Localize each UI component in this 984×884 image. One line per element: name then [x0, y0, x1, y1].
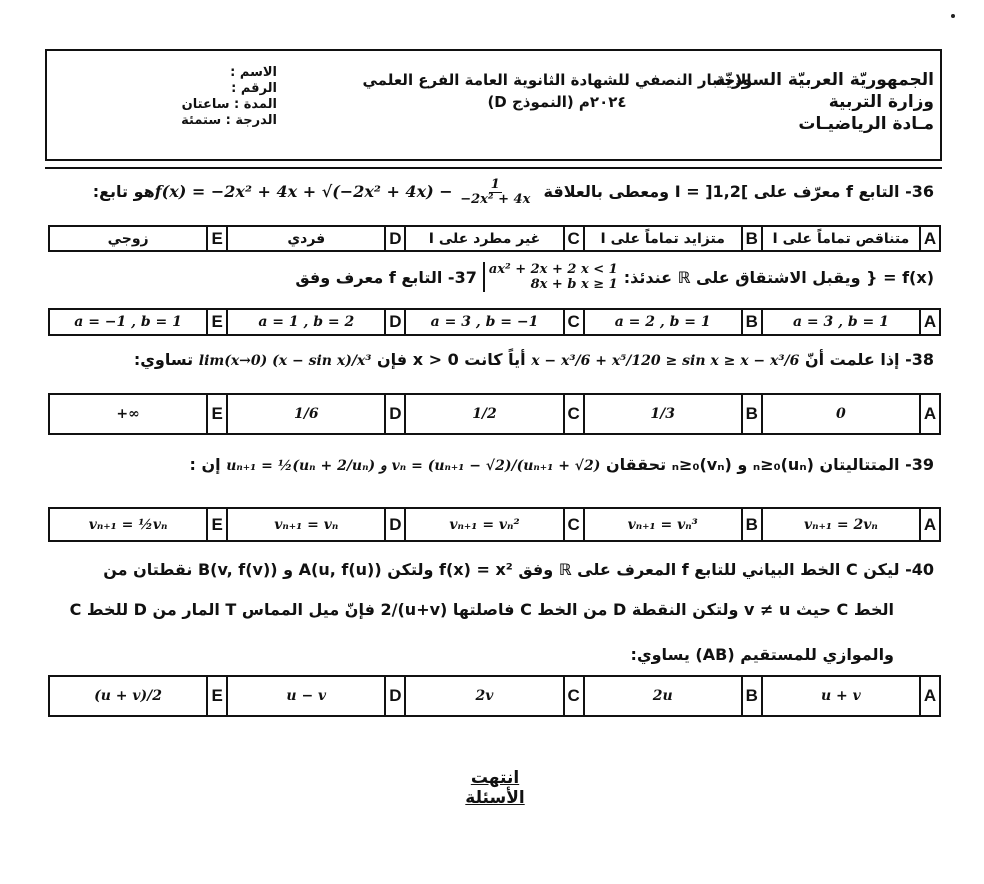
- q39-option-d[interactable]: D vₙ₊₁ = vₙ: [226, 509, 404, 540]
- q38-inequality: x − x³/6 + x⁵/120 ≥ sin x ≥ x − x³/6: [531, 353, 800, 369]
- header-country: الجمهوريّة العربيّة السوريّة: [715, 70, 934, 90]
- q38-tail: تساوي:: [133, 350, 194, 369]
- q38-limit: lim(x→0) (x − sin x)/x³: [198, 353, 372, 369]
- header-title: [357, 69, 757, 113]
- q38-option-c[interactable]: C 1/2: [404, 395, 582, 433]
- q39-text: 39- المتتاليتان (uₙ)ₙ≥₀ و (vₙ)ₙ≥₀ تحققان: [605, 455, 934, 474]
- q38-option-e[interactable]: E +∞: [50, 395, 226, 433]
- q37-option-d[interactable]: D a = 1 , b = 2: [226, 310, 404, 334]
- q37-option-c[interactable]: C a = 3 , b = −1: [404, 310, 582, 334]
- q39-tail: إن :: [189, 455, 221, 474]
- exam-title: الاختبار النصفي للشهادة الثانوية العامة الفرع العلمي: [362, 71, 752, 89]
- q40-line-3: والموازي للمستقيم (AB) يساوي:: [630, 645, 894, 664]
- exam-header: [45, 49, 942, 161]
- q36-tail: هو تابع:: [92, 182, 155, 201]
- q36-option-c[interactable]: C غير مطرد على I: [404, 227, 582, 250]
- exam-model: ٢٠٢٤م (النموذج D): [487, 93, 627, 111]
- q40-line-2: الخط C حيث v ≠ u ولتكن النقطة D من الخط C فاصلتها (u+v)/2 فإنّ ميل المماس T المار من D للخط C: [69, 600, 894, 619]
- stray-dot: [951, 14, 955, 18]
- q39-expression: uₙ₊₁ = ½(uₙ + 2/uₙ) و vₙ = (uₙ₊₁ − √2)/(uₙ₊₁ + √2): [226, 458, 601, 474]
- q38-option-a[interactable]: A 0: [761, 395, 939, 433]
- q40-answer-row: [48, 675, 941, 717]
- q37-text: 37- التابع f معرف وفق: [295, 267, 477, 287]
- header-subject: مـادة الرياضيـات: [798, 114, 934, 134]
- q36-option-a[interactable]: A متناقص تماماً على I: [761, 227, 939, 250]
- question-37: [295, 262, 934, 292]
- grade-label: الدرجة : ستمئة: [181, 113, 277, 128]
- student-name-label: الاسم :: [230, 65, 277, 80]
- q38-option-d[interactable]: D 1/6: [226, 395, 404, 433]
- header-divider: [45, 167, 942, 169]
- q37-option-e[interactable]: E a = −1 , b = 1: [50, 310, 226, 334]
- q40-option-b[interactable]: B 2u: [583, 677, 761, 715]
- q39-option-c[interactable]: C vₙ₊₁ = vₙ²: [404, 509, 582, 540]
- q36-option-e[interactable]: E زوجي: [50, 227, 226, 250]
- q40-line-1: 40- ليكن C الخط البياني للتابع f المعرف على ℝ وفق f(x) = x² ولتكن A(u, f(u)) و B(v, f(v)) نقطتان من: [103, 560, 934, 579]
- q36-option-b[interactable]: B متزايد تماماً على I: [583, 227, 761, 250]
- q38-answer-row: [48, 393, 941, 435]
- q39-option-e[interactable]: E vₙ₊₁ = ½vₙ: [50, 509, 226, 540]
- question-36: [93, 178, 934, 207]
- q39-option-b[interactable]: B vₙ₊₁ = vₙ³: [583, 509, 761, 540]
- q38-option-b[interactable]: B 1/3: [583, 395, 761, 433]
- question-38: [134, 350, 934, 369]
- q36-expression: f(x) = −2x² + 4x + √(−2x² + 4x) − $\frac{1}{\text{−2x² + 4x}}$: [154, 177, 531, 207]
- duration-label: المدة : ساعتان: [181, 97, 277, 112]
- end-of-questions: انتهت الأسئلة: [465, 768, 525, 808]
- q36-text: 36- التابع f معرّف على ]1,2[ = I ومعطى بالعلاقة: [543, 182, 934, 201]
- q40-option-d[interactable]: D u − v: [226, 677, 404, 715]
- q37-option-b[interactable]: B a = 2 , b = 1: [583, 310, 761, 334]
- question-39: [190, 455, 935, 474]
- q37-tail: f(x) = { ويقبل الاشتقاق على ℝ عندئذ:: [623, 267, 934, 287]
- q40-option-c[interactable]: C 2v: [404, 677, 582, 715]
- student-number-label: الرقم :: [231, 81, 277, 96]
- q40-option-e[interactable]: E (u + v)/2: [50, 677, 226, 715]
- q38-mid: أياً كانت x > 0 فإن: [376, 350, 526, 369]
- q40-option-a[interactable]: A u + v: [761, 677, 939, 715]
- q36-answer-row: [48, 225, 941, 252]
- q36-option-d[interactable]: D فردي: [226, 227, 404, 250]
- q36-fraction: $\frac{1}{\text{−2x² + 4x}}$: [460, 177, 531, 207]
- q37-option-a[interactable]: A a = 3 , b = 1: [761, 310, 939, 334]
- q37-piecewise: ax² + 2x + 2 x < 1 8x + b x ≥ 1: [483, 262, 618, 292]
- header-student-info: [137, 65, 277, 129]
- q39-answer-row: [48, 507, 941, 542]
- q39-option-a[interactable]: A vₙ₊₁ = 2vₙ: [761, 509, 939, 540]
- q38-text: 38- إذا علمت أنّ: [804, 350, 934, 369]
- header-ministry-name: وزارة التربية: [828, 92, 934, 112]
- q37-answer-row: [48, 308, 941, 336]
